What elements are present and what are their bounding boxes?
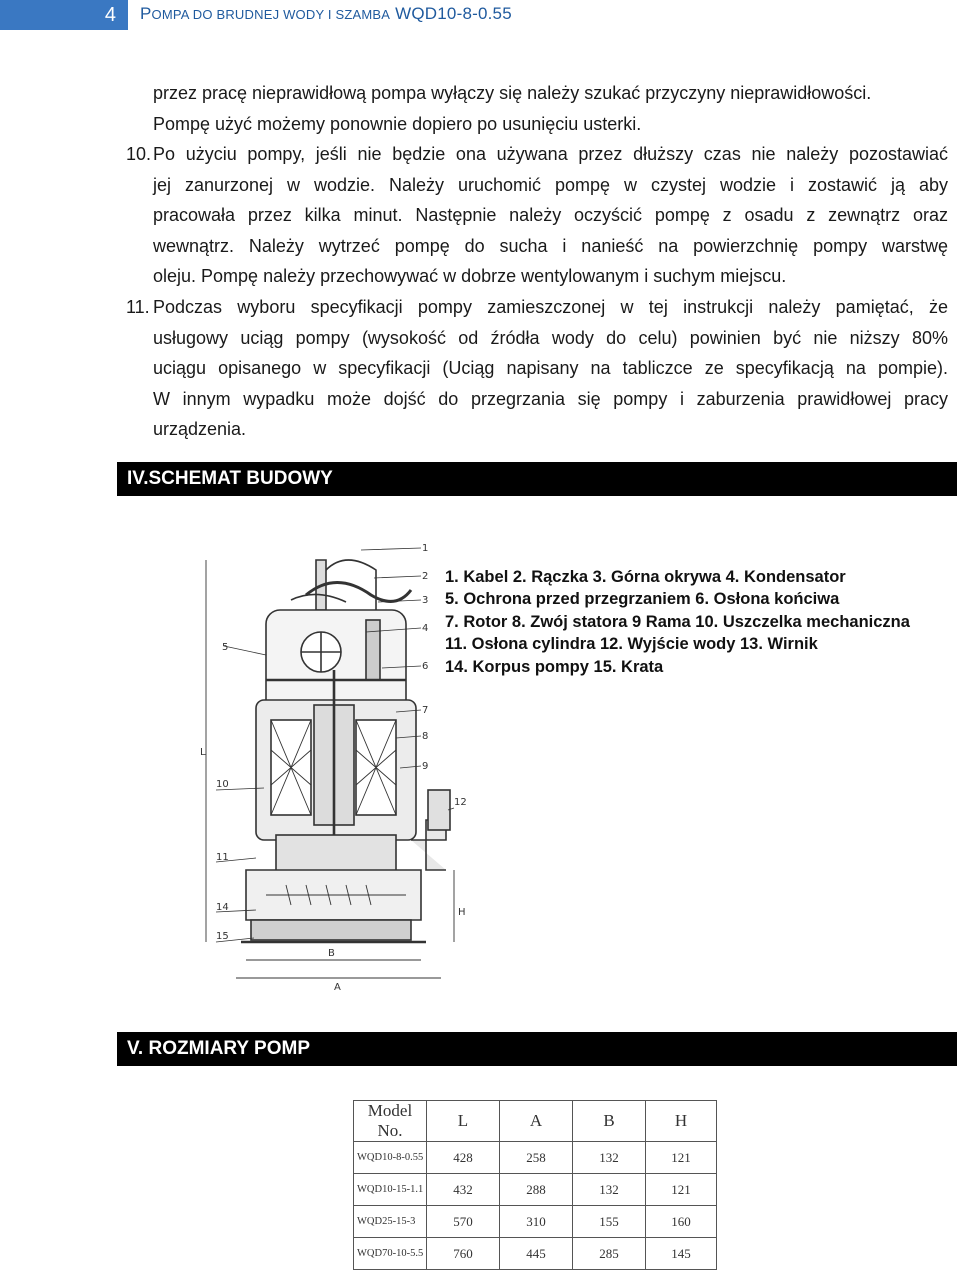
callout-1: 1 xyxy=(422,543,429,554)
dimension-L-label: L xyxy=(200,747,206,758)
callout-15: 15 xyxy=(216,931,229,942)
header-A: A xyxy=(500,1101,573,1142)
section-heading-rozmiary: V. ROZMIARY POMP xyxy=(117,1032,957,1066)
legend-line: 11. Osłona cylindra 12. Wyjście wody 13. Wirnik xyxy=(445,635,818,654)
page-header xyxy=(0,0,960,30)
callout-12: 12 xyxy=(454,797,467,808)
page-number: 4 xyxy=(0,0,128,30)
callout-11: 11 xyxy=(216,852,229,863)
header-B: B xyxy=(573,1101,646,1142)
callout-8: 8 xyxy=(422,731,429,742)
callout-7: 7 xyxy=(422,705,429,716)
callout-14: 14 xyxy=(216,902,229,913)
header-model: Model No. xyxy=(354,1101,427,1142)
callout-2: 2 xyxy=(422,571,429,582)
callout-10: 10 xyxy=(216,779,229,790)
table-row: WQD70-10-5.5 760 445 285 145 xyxy=(354,1238,717,1270)
callout-5: 5 xyxy=(222,642,229,653)
parts-legend xyxy=(445,566,910,678)
dimensions-table xyxy=(353,1100,717,1270)
header-H: H xyxy=(646,1101,717,1142)
callout-9: 9 xyxy=(422,761,429,772)
legend-line: 1. Kabel 2. Rączka 3. Górna okrywa 4. Kondensator xyxy=(445,568,846,586)
legend-line: 7. Rotor 8. Zwój statora 9 Rama 10. Uszczelka mechaniczna xyxy=(445,612,910,631)
dimension-A-label: A xyxy=(334,982,341,993)
table-row: WQD25-15-3 570 310 155 160 xyxy=(354,1206,717,1238)
callout-3: 3 xyxy=(422,595,429,606)
table-row: WQD10-15-1.1 432 288 132 121 xyxy=(354,1174,717,1206)
continuation-paragraph: przez pracę nieprawidłową pompa wyłączy się należy szukać przyczyny nieprawidłowości. Pompę użyć możemy ponownie dopiero po usunięciu usterki. xyxy=(153,83,872,134)
item-11-text: Podczas wyboru specyfikacji pompy zamieszczonej w tej instrukcji należy pamiętać, że usługowy uciąg pompy (wysokość od źródła wody do celu) powinien być nie niższy 80% uciągu opisanego w specyfikacji (Uciąg napisany na tabliczce ze specyfikacją na pompie). W innym wypadku może dojść do przegrzania się pompy i zaburzenia prawidłowej pracy urządzenia. xyxy=(153,297,948,439)
legend-line: 14. Korpus pompy 15. Krata xyxy=(445,657,664,676)
item-10-number: 10. xyxy=(126,144,152,164)
dimension-B-label: B xyxy=(328,948,335,959)
item-10-text: Po użyciu pompy, jeśli nie będzie ona używana przez dłuższy czas nie należy pozostawiać jej zanurzonej w wodzie. Należy uruchomić pompę w czystej wodzie i zostawić ją aby pracowała przez kilka minut. Następnie należy oczyścić pompę z osadu z zewnątrz oraz wewnątrz. Należy wytrzeć pompę do sucha i nanieść na powierzchnię pompy warstwę oleju. Pompę należy przechowywać w dobrze wentylowanym i suchym miejscu. xyxy=(153,144,948,286)
section-heading-schemat: IV.SCHEMAT BUDOWY xyxy=(117,462,957,496)
callout-6: 6 xyxy=(422,661,429,672)
dimension-H-label: H xyxy=(458,907,466,918)
table-header-row xyxy=(354,1101,717,1142)
item-11-number: 11. xyxy=(126,297,150,317)
table-row: WQD10-8-0.55 428 258 132 121 xyxy=(354,1142,717,1174)
callout-4: 4 xyxy=(422,623,429,634)
header-title: POMPA DO BRUDNEJ WODY I SZAMBA WQD10-8-0.55 xyxy=(140,4,512,23)
header-L: L xyxy=(427,1101,500,1142)
legend-line: 5. Ochrona przed przegrzaniem 6. Osłona końciwa xyxy=(445,590,840,609)
